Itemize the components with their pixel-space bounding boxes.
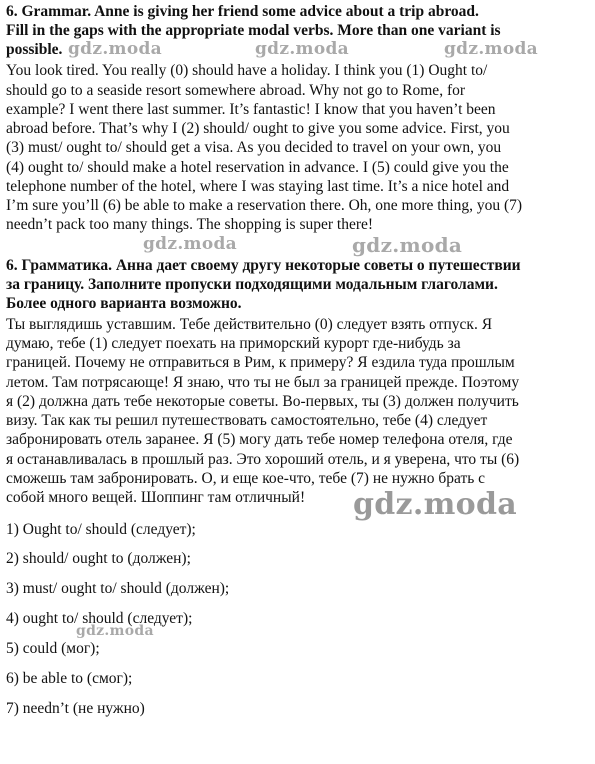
ru-body-line-7: забронировать отель заранее. Я (5) могу дать тебе номер телефона отеля, где [6, 431, 513, 448]
ru-title-line-3: Более одного варианта возможно. [6, 295, 242, 312]
en-title-line-3: possible. [6, 41, 63, 58]
ru-body-line-5: я (2) должна дать тебе некоторые советы. Во-первых, ты (3) должен получить [6, 393, 519, 410]
ru-body-line-4: летом. Там потрясающе! Я знаю, что ты не был за границей прежде. Поэтому [6, 374, 520, 391]
watermark: gdz.moda [143, 234, 237, 254]
watermark: gdz.moda [352, 233, 463, 257]
watermark: gdz.moda [444, 39, 538, 59]
en-body-line-5: (3) must/ ought to/ should get a visa. As you decided to travel on your own, you [6, 139, 502, 156]
ru-body-line-3: границей. Почему не отправиться в Рим, к примеру? Я ездила туда прошлым [6, 354, 515, 371]
en-body-line-2: should go to a seaside resort somewhere abroad. Why not go to Rome, for [6, 82, 466, 99]
en-body-line-9: needn’t pack too many things. The shopping is super there! [6, 216, 374, 233]
answer-7: 7) needn’t (не нужно) [6, 700, 145, 717]
watermark: gdz.moda [76, 623, 154, 639]
en-body-line-6: (4) ought to/ should make a hotel reservation in advance. I (5) could give you the [6, 159, 509, 176]
answer-5: 5) could (мог); [6, 640, 100, 657]
answer-3: 3) must/ ought to/ should (должен); [6, 580, 230, 597]
ru-body-line-6: визу. Так как ты решил путешествовать самостоятельно, тебе (4) следует [6, 412, 488, 429]
ru-body-line-2: думаю, тебе (1) следует поехать на приморский курорт где-нибудь за [6, 335, 461, 352]
en-body-line-4: abroad before. That’s why I (2) should/ ought to give you some advice. First, you [6, 120, 510, 137]
watermark: gdz.moda [68, 39, 162, 59]
answer-2: 2) should/ ought to (должен); [6, 550, 191, 567]
ru-body-line-8: я останавливалась в прошлый раз. Это хороший отель, и я уверена, что ты (6) [6, 451, 520, 468]
en-body-line-3: example? I went there last summer. It’s fantastic! I know that you haven’t been [6, 101, 496, 118]
ru-body-line-10: собой много вещей. Шоппинг там отличный! [6, 489, 306, 506]
en-body-line-8: I’m sure you’ll (6) be able to make a reservation there. Oh, one more thing, you (7) [6, 197, 523, 214]
en-title-line-2: Fill in the gaps with the appropriate modal verbs. More than one variant is [6, 22, 501, 39]
answer-1: 1) Ought to/ should (следует); [6, 521, 196, 538]
answer-6: 6) be able to (смог); [6, 670, 133, 687]
ru-title-line-1: 6. Грамматика. Анна дает своему другу некоторые советы о путешествии [6, 257, 521, 274]
ru-body-line-1: Ты выглядишь уставшим. Тебе действительно (0) следует взять отпуск. Я [6, 316, 493, 333]
en-title-line-1: 6. Grammar. Anne is giving her friend some advice about a trip abroad. [6, 3, 479, 20]
ru-title-line-2: за границу. Заполните пропуски подходящими модальным глаголами. [6, 276, 498, 293]
watermark: gdz.moda [353, 487, 518, 522]
watermark: gdz.moda [255, 39, 349, 59]
ru-body-line-9: сможешь там забронировать. О, и еще кое-что, тебе (7) не нужно брать с [6, 470, 486, 487]
answer-4: 4) ought to/ should (следует); [6, 610, 193, 627]
en-body-line-7: telephone number of the hotel, where I was staying last time. It’s a nice hotel and [6, 178, 510, 195]
en-body-line-1: You look tired. You really (0) should have a holiday. I think you (1) Ought to/ [6, 62, 488, 79]
